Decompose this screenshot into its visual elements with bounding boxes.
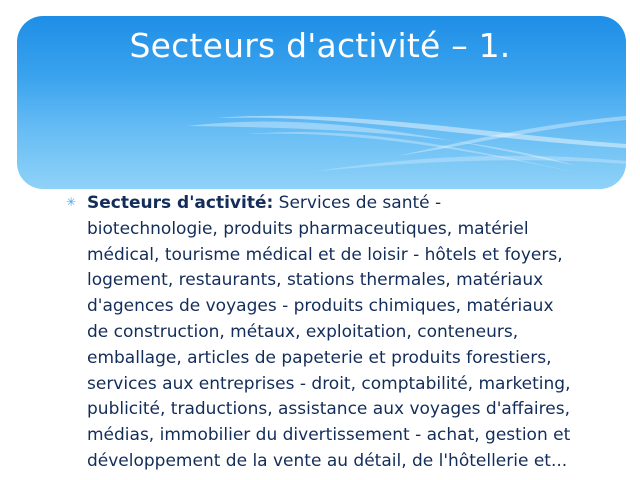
bullet-item: [87, 191, 571, 475]
bullet-heading: Secteurs d'activité:: [87, 193, 274, 213]
bullet-list: [66, 191, 571, 475]
sparkle-bullet-icon: ✳: [66, 195, 77, 209]
bullet-body: Services de santé - biotechnologie, produits pharmaceutiques, matériel médical, tourisme médical et de loisir - hôtels et foyers, logement, restaurants, stations thermales, matériaux d'agences de voyages - produits chimiques, matériaux de construction, métaux, exploitation, conteneurs, emballage, articles de papeterie et produits forestiers, services aux entreprises - droit, comptabilité, marketing, publicité, traductions, assistance aux voyages d'affaires, médias, immobilier du divertissement - achat, gestion et développement de la vente au détail, de l'hôtellerie et...: [87, 193, 571, 471]
slide-title: Secteurs d'activité – 1.: [129, 26, 511, 65]
